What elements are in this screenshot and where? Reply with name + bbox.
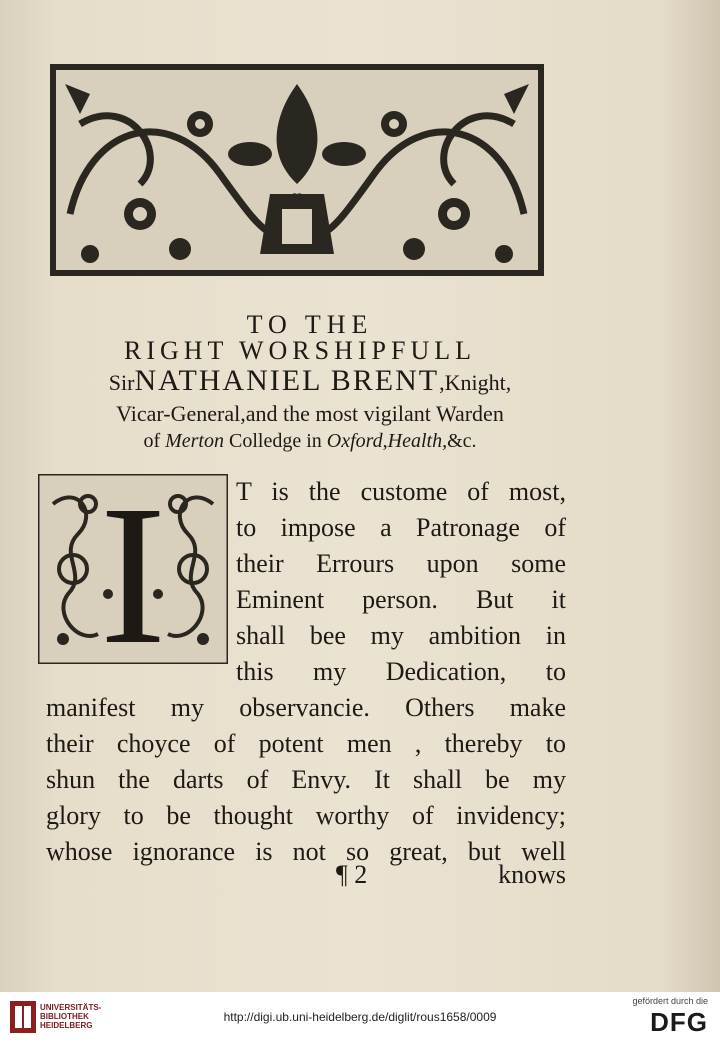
title-name: NATHANIEL BRENT <box>134 364 440 397</box>
title-line-right-worshipfull: RIGHT WORSHIPFULL <box>123 336 476 365</box>
title-line-to-the: TO THE <box>246 310 374 339</box>
permalink-url[interactable]: http://digi.ub.uni-heidelberg.de/diglit/rous1658/0009 <box>223 1010 497 1024</box>
dedication-text-indented <box>236 474 566 690</box>
text-line: manifest my observancie. Others make <box>46 693 566 722</box>
text-line: their Errours upon some <box>236 549 566 578</box>
text-line: T is the custome of most, <box>236 477 566 506</box>
catchword: knows <box>498 860 566 889</box>
text-line: shall bee my ambition in <box>236 621 566 650</box>
sponsor-label: gefördert durch die <box>632 996 708 1006</box>
text-line: Eminent person. But it <box>236 585 566 614</box>
title-line-name <box>40 364 580 400</box>
text-line: to impose a Patronage of <box>236 513 566 542</box>
title-line-college <box>40 428 580 454</box>
decorated-initial-letter <box>38 474 228 664</box>
signature-catchword-line <box>46 860 566 896</box>
title-college-merton: Merton <box>165 430 224 452</box>
title-line-office: Vicar-General,and the most vigilant Warden <box>116 401 504 426</box>
dedication-text-full <box>46 690 566 870</box>
dedication-title-block <box>40 312 580 454</box>
dfg-logo[interactable]: DFG <box>650 1007 708 1037</box>
signature-mark: ¶ 2 <box>336 860 368 889</box>
title-college-in: Colledge in <box>224 430 327 452</box>
title-college-oxford: Oxford,Health, <box>326 430 448 452</box>
text-line: their choyce of potent men , thereby to <box>46 729 566 758</box>
initial-glyph: I <box>99 474 167 664</box>
title-prefix: Sir <box>108 370 135 395</box>
text-line: this my Dedication, to <box>236 657 566 686</box>
title-college-etc: &c. <box>447 430 477 452</box>
woodcut-headpiece-ornament <box>50 64 544 276</box>
title-suffix: ,Knight, <box>439 370 512 395</box>
text-line: shun the darts of Envy. It shall be my <box>46 765 566 794</box>
title-college-of: of <box>143 430 166 452</box>
text-line: whose ignorance is not so great, but well <box>46 837 566 866</box>
university-library-name[interactable]: UNIVERSITÄTS- BIBLIOTHEK HEIDELBERG <box>40 1003 102 1030</box>
viewer-footer <box>0 992 720 1043</box>
text-line: glory to be thought worthy of invidency; <box>46 801 566 830</box>
